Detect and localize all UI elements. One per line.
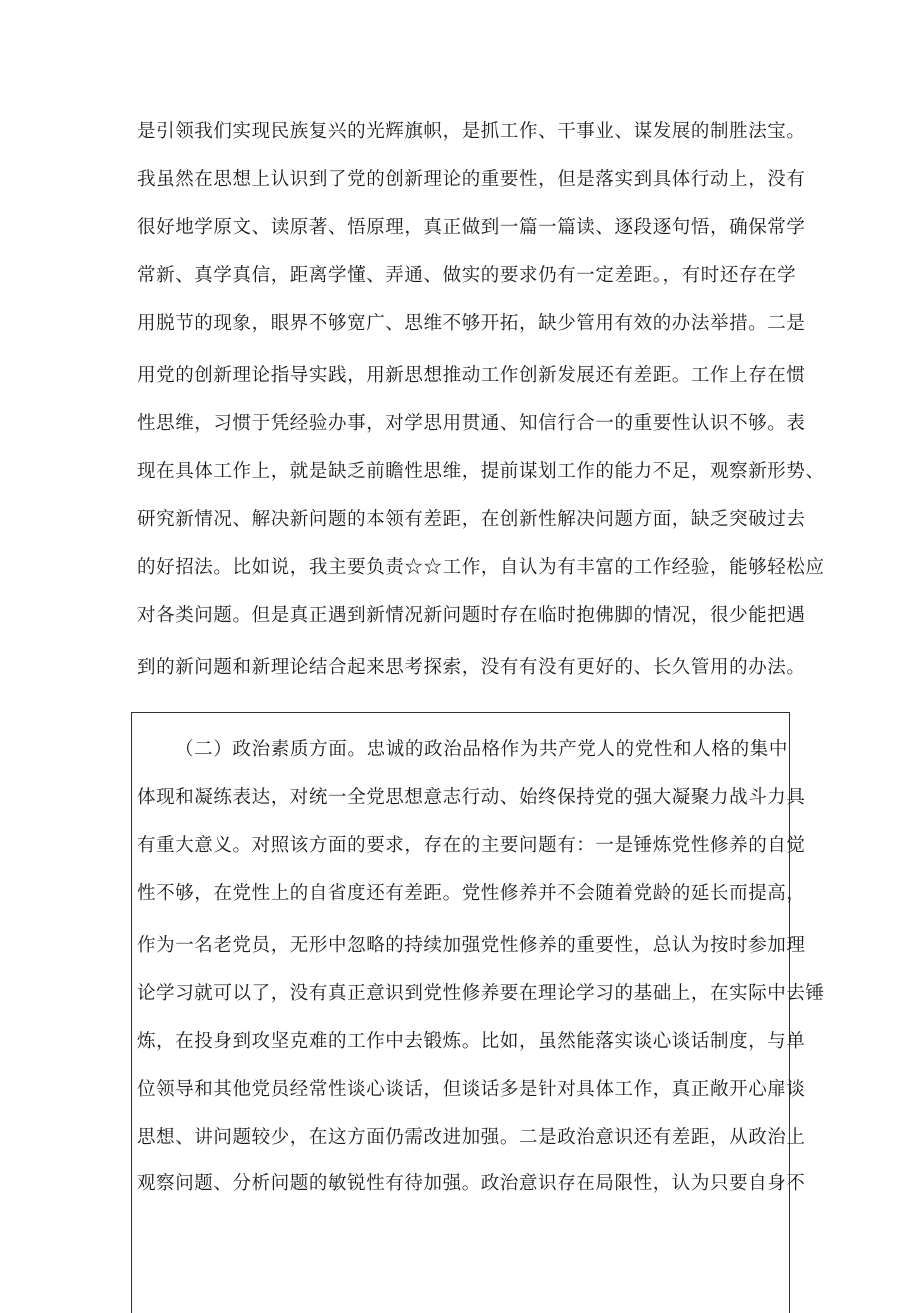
paragraph-line: 体现和凝练表达，对统一全党思想意志行动、始终保持党的强大凝聚力战斗力具 [137,787,806,808]
paragraph-line: 的好招法。比如说，我主要负责☆☆工作，自认为有丰富的工作经验，能够轻松应 [137,557,825,578]
paragraph-line: 到的新问题和新理论结合起来思考探索，没有有没有更好的、长久管用的办法。 [137,657,806,678]
paragraph-line: 用脱节的现象，眼界不够宽广、思维不够开拓，缺少管用有效的办法举措。二是 [137,313,806,334]
paragraph-line: 用党的创新理论指导实践，用新思想推动工作创新发展还有差距。工作上存在惯 [137,365,806,386]
paragraph-line: 有重大意义。对照该方面的要求，存在的主要问题有：一是锤炼党性修养的自觉 [137,835,806,856]
paragraph-line: 性不够，在党性上的自省度还有差距。党性修养并不会随着党龄的延长而提高， [137,883,806,904]
paragraph-line: 很好地学原文、读原著、悟原理，真正做到一篇一篇读、逐段逐句悟，确保常学 [137,217,806,238]
paragraph-line: 我虽然在思想上认识到了党的创新理论的重要性，但是落实到具体行动上，没有 [137,169,806,190]
paragraph-line: 对各类问题。但是真正遇到新情况新问题时存在临时抱佛脚的情况，很少能把遇 [137,605,806,626]
paragraph-line: 论学习就可以了，没有真正意识到党性修养要在理论学习的基础上，在实际中去锤 [137,983,825,1004]
section-heading-line: （二）政治素质方面。忠诚的政治品格作为共产党人的党性和人格的集中 [175,739,788,760]
paragraph-line: 是引领我们实现民族复兴的光辉旗帜，是抓工作、干事业、谋发展的制胜法宝。 [137,121,806,142]
paragraph-line: 现在具体工作上，就是缺乏前瞻性思维，提前谋划工作的能力不足，观察新形势、 [137,461,825,482]
paragraph-line: 思想、讲问题较少，在这方面仍需改进加强。二是政治意识还有差距，从政治上 [137,1127,806,1148]
paragraph-line: 作为一名老党员，无形中忽略的持续加强党性修养的重要性，总认为按时参加理 [137,935,806,956]
paragraph-line: 常新、真学真信，距离学懂、弄通、做实的要求仍有一定差距。，有时还存在学 [137,265,797,286]
paragraph-line: 研究新情况、解决新问题的本领有差距，在创新性解决问题方面，缺乏突破过去 [137,509,806,530]
paragraph-line: 位领导和其他党员经常性谈心谈话，但谈话多是针对具体工作，真正敞开心扉谈 [137,1079,806,1100]
paragraph-line: 观察问题、分析问题的敏锐性有待加强。政治意识存在局限性，认为只要自身不 [137,1173,806,1194]
paragraph-line: 炼，在投身到攻坚克难的工作中去锻炼。比如，虽然能落实谈心谈话制度，与单 [137,1031,806,1052]
paragraph-line: 性思维，习惯于凭经验办事，对学思用贯通、知信行合一的重要性认识不够。表 [137,413,806,434]
